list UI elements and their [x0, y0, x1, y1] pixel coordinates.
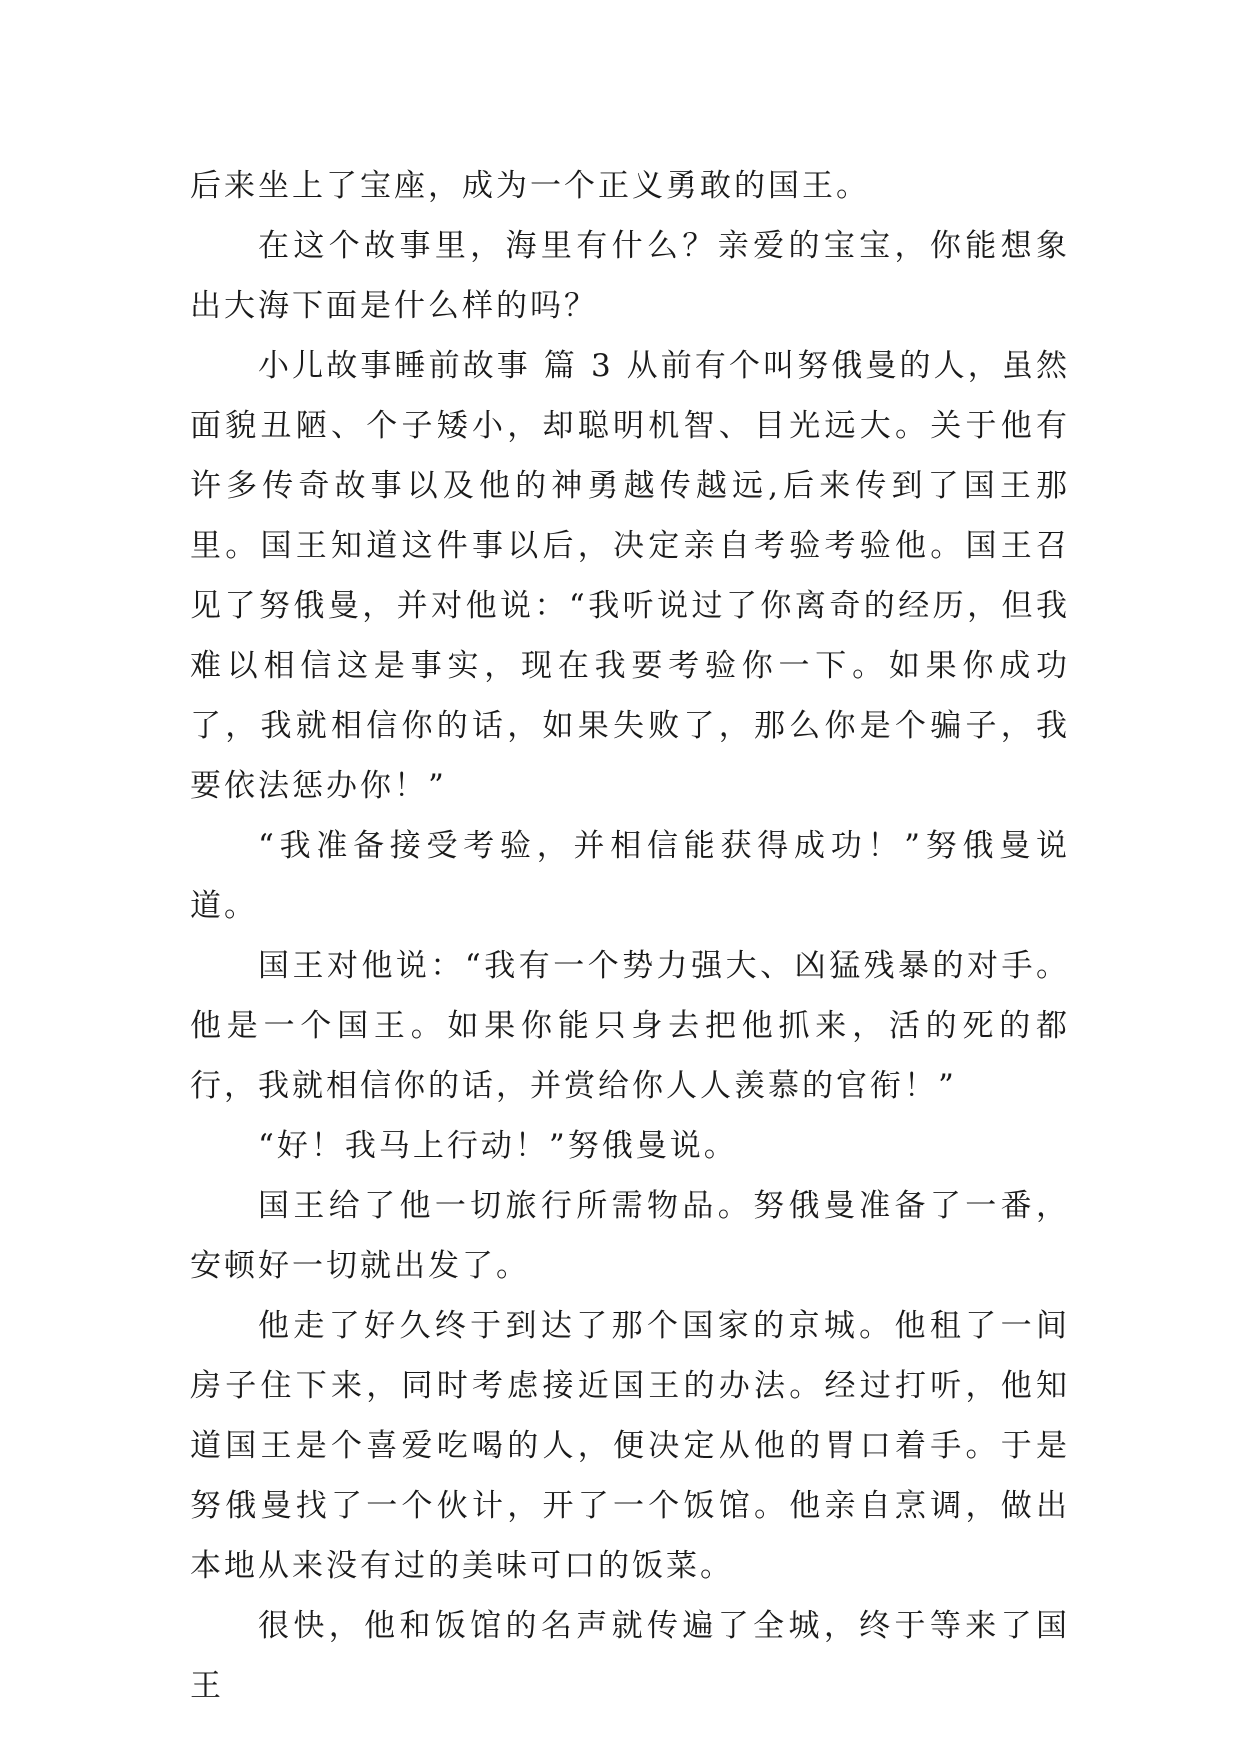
paragraph-6: “好！我马上行动！”努俄曼说。	[258, 1128, 738, 1164]
paragraph-9: 很快，他和饭馆的名声就传遍了全城，终于等来了国王	[190, 1608, 1070, 1704]
paragraph-8: 他走了好久终于到达了那个国家的京城。他租了一间房子住下来，同时考虑接近国王的办法。经过打听，他知道国王是个喜爱吃喝的人，便决定从他的胃口着手。于是努俄曼找了一个伙计，开了一个饭馆。他亲自烹调，做出本地从来没有过的美味可口的饭菜。	[190, 1308, 1070, 1584]
paragraph-4: “我准备接受考验，并相信能获得成功！”努俄曼说道。	[190, 828, 1070, 924]
paragraph-2: 在这个故事里，海里有什么？亲爱的宝宝，你能想象出大海下面是什么样的吗？	[190, 228, 1070, 324]
paragraph-7: 国王给了他一切旅行所需物品。努俄曼准备了一番，安顿好一切就出发了。	[190, 1188, 1070, 1284]
paragraph-1: 后来坐上了宝座，成为一个正义勇敢的国王。	[190, 168, 870, 204]
paragraph-3: 小儿故事睡前故事 篇 3 从前有个叫努俄曼的人，虽然面貌丑陋、个子矮小，却聪明机智、目光远大。关于他有许多传奇故事以及他的神勇越传越远,后来传到了国王那里。国王知道这件事以后，决定亲自考验考验他。国王召见了努俄曼，并对他说：“我听说过了你离奇的经历，但我难以相信这是事实，现在我要考验你一下。如果你成功了，我就相信你的话，如果失败了，那么你是个骗子，我要依法惩办你！”	[190, 348, 1070, 804]
paragraph-5: 国王对他说：“我有一个势力强大、凶猛残暴的对手。他是一个国王。如果你能只身去把他抓来，活的死的都行，我就相信你的话，并赏给你人人羡慕的官衔！”	[190, 948, 1070, 1104]
document-body	[190, 156, 1070, 1716]
